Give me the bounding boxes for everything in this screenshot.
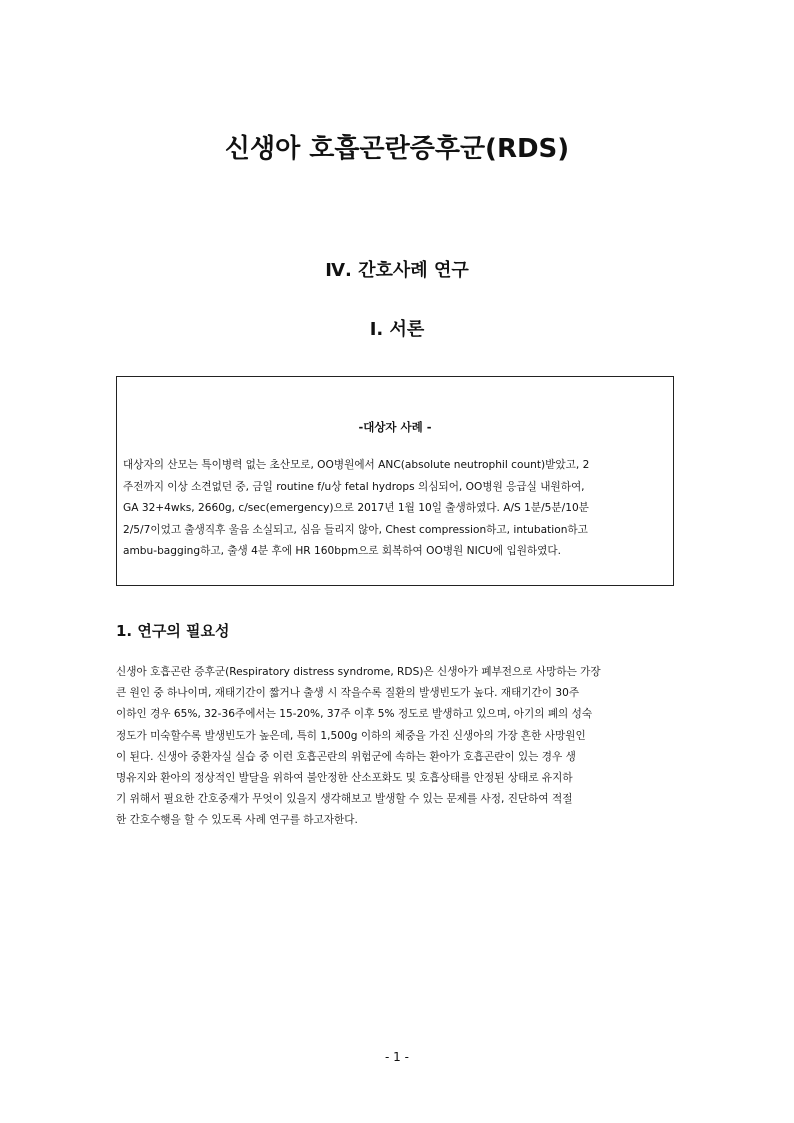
body-paragraph <box>116 662 682 832</box>
chapter-heading: Ⅳ. 간호사례 연구 <box>325 260 469 281</box>
paragraph-line: 한 간호수행을 할 수 있도록 사례 연구를 하고자한다. <box>116 814 358 827</box>
case-summary-box <box>116 376 674 586</box>
paragraph-line: 이하인 경우 65%, 32-36주에서는 15-20%, 37주 이후 5% 정도로 발생하고 있으며, 아기의 폐의 성숙 <box>116 708 593 721</box>
case-box-body <box>123 455 667 563</box>
paragraph-line: 큰 원인 중 하나이며, 재태기간이 짧거나 출생 시 작을수록 질환의 발생빈도가 높다. 재태기간이 30주 <box>116 687 580 700</box>
section-heading: Ⅰ. 서론 <box>369 319 425 340</box>
subsection-heading: 1. 연구의 필요성 <box>116 622 230 640</box>
document-title: 신생아 호흡곤란증후군(RDS) <box>224 134 570 164</box>
page-number: - 1 - <box>385 1050 409 1064</box>
case-line: GA 32+4wks, 2660g, c/sec(emergency)으로 2017년 1월 10일 출생하였다. A/S 1분/5분/10분 <box>123 502 589 514</box>
paragraph-line: 명유지와 환아의 정상적인 발달을 위하여 불안정한 산소포화도 및 호흡상태를 안정된 상태로 유지하 <box>116 772 573 785</box>
case-line: 2/5/7이었고 출생직후 울음 소실되고, 심음 들리지 않아, Chest compression하고, intubation하고 <box>123 523 588 536</box>
paragraph-line: 정도가 미숙할수록 발생빈도가 높은데, 특히 1,500g 이하의 체중을 가진 신생아의 가장 흔한 사망원인 <box>116 729 586 742</box>
paragraph-line: 이 된다. 신생아 중환자실 실습 중 이런 호흡곤란의 위험군에 속하는 환아가 호흡곤란이 있는 경우 생 <box>116 750 576 763</box>
case-box-heading: -대상자 사례 - <box>358 420 432 434</box>
case-line: 주전까지 이상 소견없던 중, 금일 routine f/u상 fetal hydrops 의심되어, OO병원 응급실 내원하여, <box>123 480 585 493</box>
paragraph-line: 신생아 호흡곤란 증후군(Respiratory distress syndrome, RDS)은 신생아가 폐부전으로 사망하는 가장 <box>116 666 601 678</box>
case-line: 대상자의 산모는 특이병력 없는 초산모로, OO병원에서 ANC(absolute neutrophil count)받았고, 2 <box>123 459 590 471</box>
case-line: ambu-bagging하고, 출생 4분 후에 HR 160bpm으로 회복하여 OO병원 NICU에 입원하였다. <box>123 545 561 557</box>
paragraph-line: 기 위해서 필요한 간호중재가 무엇이 있을지 생각해보고 발생할 수 있는 문제를 사정, 진단하여 적절 <box>116 793 573 806</box>
